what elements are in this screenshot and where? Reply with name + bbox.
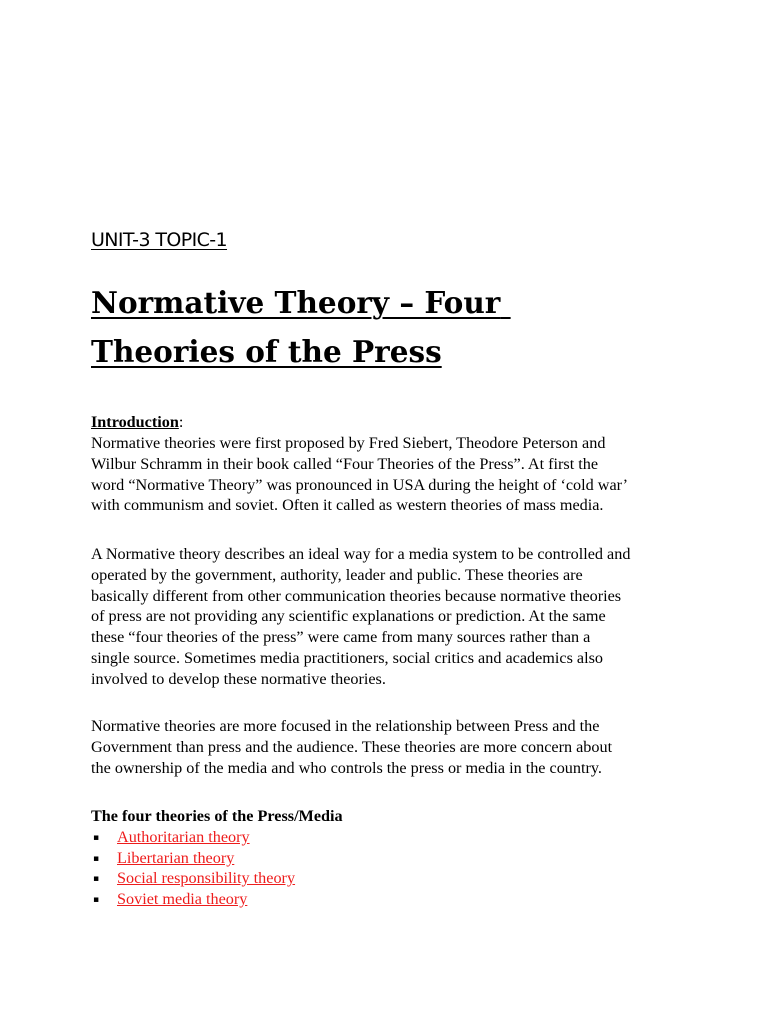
libertarian-theory-link[interactable]: Libertarian theory	[117, 848, 235, 867]
square-bullet-icon: ▪	[93, 874, 100, 885]
intro-colon: :	[178, 413, 184, 431]
paragraph-line: Normative theories are more focused in the relationship between Press and the	[91, 717, 600, 735]
paragraph-focus	[91, 716, 691, 778]
unit-heading: UNIT-3 TOPIC-1	[91, 229, 228, 251]
paragraph-line: these “four theories of the press” were came from many sources rather than a	[91, 628, 591, 647]
paragraph-line: A Normative theory describes an ideal way for a media system to be controlled and	[91, 545, 631, 563]
paragraph-line: with communism and soviet. Often it called as western theories of mass media.	[91, 496, 604, 515]
paragraph-line: of press are not providing any scientific explanations or prediction. At the same	[91, 607, 606, 626]
intro-heading	[91, 412, 691, 433]
square-bullet-icon: ▪	[93, 833, 100, 843]
paragraph-line: involved to develop these normative theories.	[91, 669, 386, 688]
paragraph-line: Government than press and the audience. These theories are more concern about	[91, 737, 613, 756]
soviet-media-theory-link[interactable]: Soviet media theory	[117, 890, 248, 909]
paragraph-line: single source. Sometimes media practitioners, social critics and academics also	[91, 648, 603, 667]
authoritarian-theory-link[interactable]: Authoritarian theory	[117, 828, 250, 846]
intro-label: Introduction	[91, 413, 179, 431]
paragraph-line: word “Normative Theory” was pronounced in USA during the height of ‘cold war’	[91, 475, 629, 494]
theories-list-heading: The four theories of the Press/Media	[91, 807, 343, 825]
paragraph-line: the ownership of the media and who controls the press or media in the country.	[91, 758, 602, 777]
paragraph-line: Normative theories were first proposed by Fred Siebert, Theodore Peterson and	[91, 434, 606, 452]
paragraph-definition	[91, 544, 691, 690]
square-bullet-icon: ▪	[93, 853, 100, 864]
square-bullet-icon: ▪	[93, 895, 100, 906]
social-responsibility-theory-link[interactable]: Social responsibility theory	[117, 869, 296, 888]
paragraph-line: operated by the government, authority, leader and public. These theories are	[91, 565, 583, 584]
paragraph-line: Wilbur Schramm in their book called “Four Theories of the Press”. At first the	[91, 454, 599, 473]
document-title: Normative Theory – Four Theories of the Press	[91, 285, 511, 369]
paragraph-line: basically different from other communication theories because normative theories	[91, 586, 622, 605]
paragraph-origin	[91, 433, 691, 516]
